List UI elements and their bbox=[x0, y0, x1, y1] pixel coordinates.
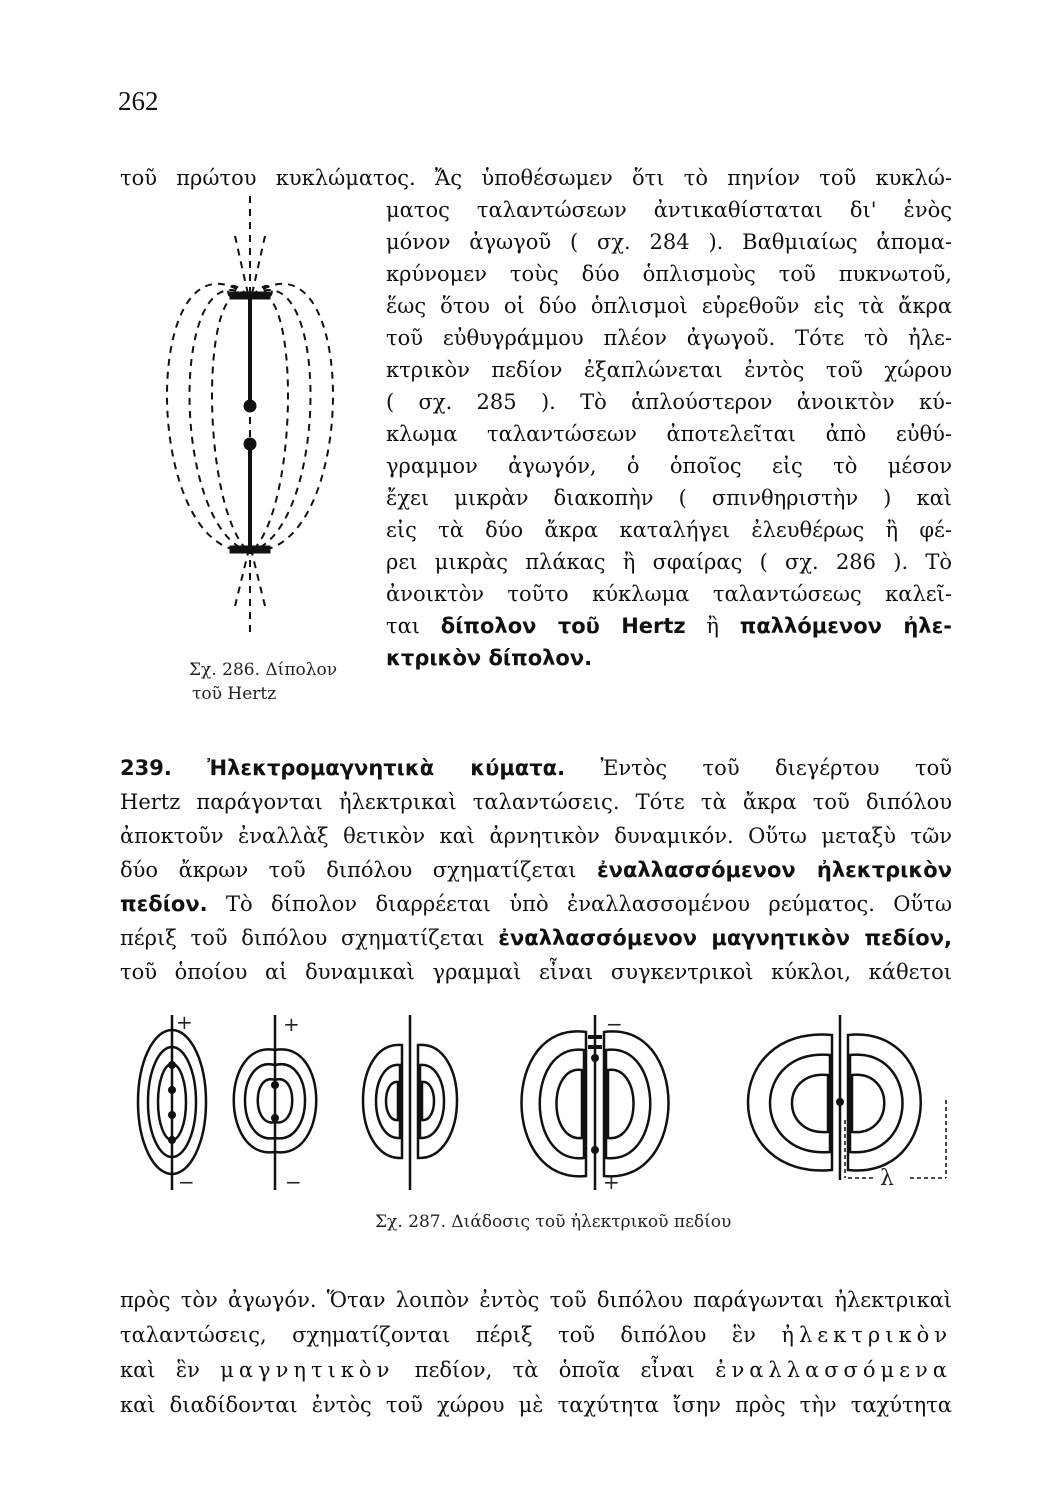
closing-line-2 bbox=[120, 1319, 952, 1351]
bold-term-electric-field: ἐναλλασσόμενον ἠλεκτρικὸν bbox=[596, 858, 952, 882]
section-239-line-6 bbox=[120, 922, 952, 954]
intro-line-8: ( σχ. 285 ). Τὸ ἁπλούστερον ἀνοικτὸν κύ- bbox=[386, 390, 952, 414]
intro-line-12: εἰς τὰ δύο ἄκρα καταλήγει ἐλευθέρως ἢ φέ- bbox=[386, 518, 952, 542]
intro-line-1: τοῦ πρώτου κυκλώματος. Ἄς ὑποθέσωμεν ὅτι τὸ πηνίον τοῦ κυκλώ- bbox=[120, 166, 952, 190]
section-239-line-7: τοῦ ὁποίου αἱ δυναμικαὶ γραμμαὶ εἶναι συγκεντρικοὶ κύκλοι, κάθετοι bbox=[120, 960, 952, 984]
text-run: ταλαντώσεις, σχηματίζονται πέριξ τοῦ διπόλου ἓν bbox=[120, 1323, 756, 1347]
section-239-line-1 bbox=[120, 752, 952, 784]
closing-line-3 bbox=[120, 1354, 952, 1386]
spaced-term-alternating: ἐναλλασσόμενα bbox=[715, 1358, 952, 1382]
spaced-term-electric: ἠλεκτρικὸν bbox=[781, 1323, 952, 1347]
text-run: δύο ἄκρων τοῦ διπόλου σχηματίζεται bbox=[120, 858, 597, 882]
figure-286-caption-line-2: τοῦ Hertz bbox=[192, 684, 277, 704]
figure-286-caption-line-1: Σχ. 286. Δίπολον bbox=[189, 660, 338, 680]
section-239-line-5 bbox=[120, 888, 952, 920]
bold-term-field: πεδίον. bbox=[120, 892, 208, 916]
section-239-line-3: ἀποκτοῦν ἐναλλὰξ θετικὸν καὶ ἀρνητικὸν δυναμικόν. Οὕτω μεταξὺ τῶν bbox=[120, 824, 952, 848]
page-number: 262 bbox=[118, 86, 159, 116]
intro-line-3: μόνον ἀγωγοῦ ( σχ. 284 ). Βαθμιαίως ἀπομα- bbox=[386, 230, 952, 254]
text-run: πέριξ τοῦ διπόλου σχηματίζεται bbox=[120, 926, 499, 950]
figure-286-hertz-dipole bbox=[130, 196, 370, 656]
section-number: 239. bbox=[120, 756, 172, 780]
text-run: ἢ bbox=[685, 614, 740, 638]
intro-line-5: ἕως ὅτου οἱ δύο ὁπλισμοὶ εὑρεθοῦν εἰς τὰ ἄκρα bbox=[386, 294, 952, 318]
figure-287-field-propagation bbox=[120, 1010, 960, 1210]
text-run: ται bbox=[386, 614, 441, 638]
closing-line-4: καὶ διαδίδονται ἐντὸς τοῦ χώρου μὲ ταχύτητα ἴσην πρὸς τὴν ταχύτητα bbox=[120, 1393, 952, 1417]
text-run: καὶ ἓν bbox=[120, 1358, 200, 1382]
fig287-minus-1: − bbox=[178, 1170, 195, 1194]
text-run: Ἐντὸς τοῦ διεγέρτου τοῦ bbox=[565, 756, 952, 780]
bold-term-magnetic-field: ἐναλλασσόμενον μαγνητικὸν πεδίον, bbox=[498, 926, 952, 950]
figure-287-caption: Σχ. 287. Διάδοσις τοῦ ἠλεκτρικοῦ πεδίου bbox=[375, 1212, 732, 1232]
fig287-plus-1: + bbox=[176, 1010, 193, 1034]
intro-line-4: κρύνομεν τοὺς δύο ὁπλισμοὺς τοῦ πυκνωτοῦ, bbox=[386, 262, 952, 286]
fig287-minus-2: − bbox=[285, 1170, 302, 1194]
intro-line-2: ματος ταλαντώσεων ἀντικαθίσταται δι' ἑνὸς bbox=[386, 198, 952, 222]
intro-line-6: τοῦ εὐθυγράμμου πλέον ἀγωγοῦ. Τότε τὸ ἠλε- bbox=[386, 326, 952, 350]
intro-line-15 bbox=[386, 610, 952, 642]
fig287-minus-4: − bbox=[606, 1012, 623, 1036]
section-239-line-4 bbox=[120, 854, 952, 886]
text-run: πεδίον, τὰ ὁποῖα εἶναι bbox=[414, 1358, 695, 1382]
bold-term-oscillating: παλλόμενον ἠλε- bbox=[739, 614, 952, 638]
fig287-plus-2: + bbox=[283, 1012, 300, 1036]
spaced-term-magnetic: μαγνητικὸν bbox=[220, 1358, 395, 1382]
intro-line-7: κτρικὸν πεδίον ἐξαπλώνεται ἐντὸς τοῦ χώρου bbox=[386, 358, 952, 382]
intro-line-11: ἔχει μικρὰν διακοπὴν ( σπινθηριστὴν ) καὶ bbox=[386, 486, 952, 510]
section-title: Ἠλεκτρομαγνητικὰ κύματα. bbox=[207, 756, 566, 780]
fig287-lambda: λ bbox=[880, 1166, 894, 1191]
bold-term-hertz-dipole: δίπολον τοῦ Hertz bbox=[440, 614, 686, 638]
intro-line-10: γραμμον ἀγωγόν, ὁ ὁποῖος εἰς τὸ μέσον bbox=[386, 454, 952, 478]
text-run: Τὸ δίπολον διαρρέεται ὑπὸ ἐναλλασσομένου ρεύματος. Οὕτω bbox=[207, 892, 952, 916]
bold-term-dipole: κτρικὸν δίπολον. bbox=[386, 646, 593, 670]
fig287-plus-4: + bbox=[603, 1170, 620, 1194]
section-239-line-2: Hertz παράγονται ἠλεκτρικαὶ ταλαντώσεις. Τότε τὰ ἄκρα τοῦ διπόλου bbox=[120, 790, 952, 814]
intro-line-9: κλωμα ταλαντώσεων ἀποτελεῖται ἀπὸ εὐθύ- bbox=[386, 422, 952, 446]
intro-line-14: ἀνοικτὸν τοῦτο κύκλωμα ταλαντώσεως καλεῖ- bbox=[386, 582, 952, 606]
intro-line-16 bbox=[386, 642, 952, 674]
intro-line-13: ρει μικρὰς πλάκας ἢ σφαίρας ( σχ. 286 ). Τὸ bbox=[386, 550, 952, 574]
closing-line-1: πρὸς τὸν ἀγωγόν. Ὅταν λοιπὸν ἐντὸς τοῦ διπόλου παράγωνται ἠλεκτρικαὶ bbox=[120, 1288, 952, 1312]
